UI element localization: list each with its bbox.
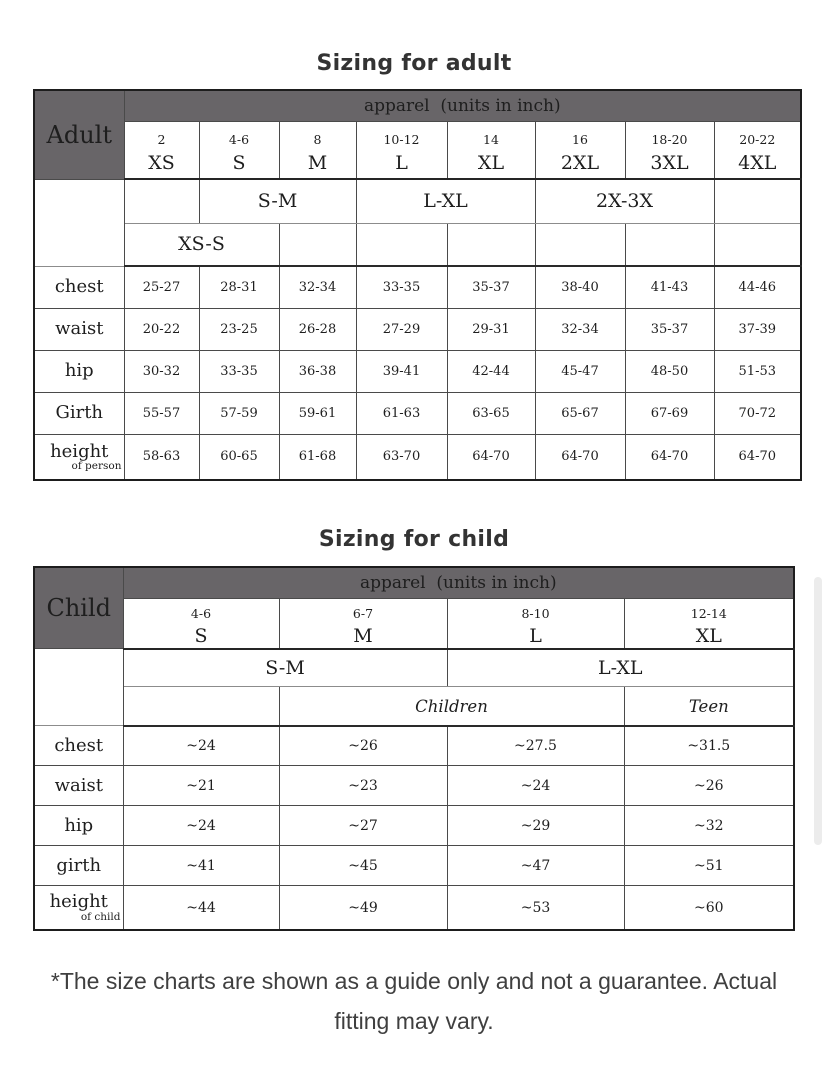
- adult-section-title: Sizing for adult: [316, 51, 512, 76]
- size-number: 18-20: [651, 132, 688, 148]
- table-row: [34, 846, 794, 886]
- measurement-name: height: [49, 891, 108, 913]
- size-number: 8: [313, 132, 322, 148]
- category-label: Teen: [624, 687, 794, 726]
- table-row: [34, 121, 801, 179]
- measurement-value: 33-35: [199, 350, 279, 392]
- measurement-row-label: [34, 266, 124, 308]
- table-row: [34, 434, 801, 480]
- size-letter: XL: [695, 625, 722, 647]
- measurement-value: 64-70: [535, 434, 625, 480]
- measurement-name: hip: [64, 360, 94, 382]
- measurement-value: 33-35: [356, 266, 447, 308]
- measurement-value: 45-47: [535, 350, 625, 392]
- size-column-header: [535, 121, 625, 179]
- size-letter: M: [307, 151, 328, 174]
- size-number: 10-12: [383, 132, 420, 148]
- measurement-value: 63-70: [356, 434, 447, 480]
- measurement-row-label: [34, 308, 124, 350]
- size-letter: XS: [148, 151, 175, 174]
- disclaimer-text: *The size charts are shown as a guide only and not a guarantee. Actual fitting may vary.: [50, 967, 778, 1034]
- measurement-value: 28-31: [199, 266, 279, 308]
- blank-corner-cell: [34, 179, 124, 266]
- measurement-value: ~27.5: [447, 726, 624, 766]
- size-number: 12-14: [690, 605, 727, 621]
- apparel-units-header: apparel (units in inch): [124, 90, 801, 121]
- size-letter: 3XL: [650, 151, 689, 174]
- measurement-name: chest: [54, 276, 104, 298]
- size-range-group: [625, 223, 714, 266]
- size-letter: L: [529, 625, 542, 647]
- measurement-value: ~29: [447, 806, 624, 846]
- measurement-value: 42-44: [447, 350, 535, 392]
- size-letter: XL: [477, 151, 505, 174]
- size-range-group: S-M: [123, 649, 447, 687]
- child-sizing-table: [33, 566, 795, 931]
- measurement-name: hip: [64, 814, 94, 836]
- measurement-value: 41-43: [625, 266, 714, 308]
- measurement-value: 59-61: [279, 392, 356, 434]
- size-number: 4-6: [228, 132, 250, 148]
- measurement-value: 57-59: [199, 392, 279, 434]
- measurement-value: ~24: [123, 806, 279, 846]
- size-column-header: [124, 121, 199, 179]
- measurement-value: 30-32: [124, 350, 199, 392]
- size-column-header: [199, 121, 279, 179]
- size-range-group: [714, 223, 801, 266]
- category-label: Children: [279, 687, 624, 726]
- measurement-value: ~23: [279, 766, 447, 806]
- measurement-value: 29-31: [447, 308, 535, 350]
- size-column-header: [279, 121, 356, 179]
- measurement-value: 64-70: [714, 434, 801, 480]
- measurement-value: 64-70: [625, 434, 714, 480]
- table-row: [34, 350, 801, 392]
- measurement-value: 63-65: [447, 392, 535, 434]
- table-corner-label: Adult: [34, 90, 124, 179]
- size-column-header: [714, 121, 801, 179]
- size-column-header: [279, 598, 447, 649]
- measurement-name: waist: [55, 318, 104, 340]
- measurement-row-label: [34, 766, 123, 806]
- size-letter: M: [353, 625, 373, 647]
- table-row: [34, 223, 801, 266]
- measurement-value: ~32: [624, 806, 794, 846]
- measurement-row-label: [34, 806, 123, 846]
- measurement-value: ~24: [447, 766, 624, 806]
- measurement-row-label: [34, 434, 124, 480]
- measurement-value: 35-37: [447, 266, 535, 308]
- measurement-value: 32-34: [279, 266, 356, 308]
- table-row: [34, 308, 801, 350]
- size-number: 4-6: [190, 605, 212, 621]
- measurement-value: 51-53: [714, 350, 801, 392]
- size-range-group: [356, 223, 447, 266]
- size-range-group: [279, 223, 356, 266]
- size-letter: S: [194, 625, 208, 647]
- measurement-value: ~21: [123, 766, 279, 806]
- size-letter: 4XL: [738, 151, 777, 174]
- measurement-row-label: [34, 846, 123, 886]
- measurement-value: 26-28: [279, 308, 356, 350]
- child-section-title: Sizing for child: [318, 527, 510, 552]
- measurement-value: 23-25: [199, 308, 279, 350]
- measurement-value: ~49: [279, 886, 447, 930]
- size-column-header: [624, 598, 794, 649]
- size-letter: 2XL: [560, 151, 600, 174]
- measurement-value: 37-39: [714, 308, 801, 350]
- table-row: [34, 392, 801, 434]
- size-column-header: [625, 121, 714, 179]
- measurement-name: chest: [54, 734, 104, 756]
- size-column-header: [447, 598, 624, 649]
- measurement-value: 39-41: [356, 350, 447, 392]
- size-letter: S: [232, 151, 246, 174]
- measurement-value: 70-72: [714, 392, 801, 434]
- measurement-value: 38-40: [535, 266, 625, 308]
- size-number: 8-10: [521, 605, 550, 621]
- measurement-value: 58-63: [124, 434, 199, 480]
- table-row: [34, 766, 794, 806]
- measurement-value: ~26: [624, 766, 794, 806]
- size-range-group: S-M: [199, 179, 356, 223]
- measurement-value: 60-65: [199, 434, 279, 480]
- adult-sizing-table: [33, 89, 802, 481]
- measurement-value: 67-69: [625, 392, 714, 434]
- size-letter: L: [395, 151, 408, 174]
- measurement-row-label: [34, 350, 124, 392]
- size-number: 20-22: [739, 132, 776, 148]
- measurement-value: ~60: [624, 886, 794, 930]
- measurement-row-label: [34, 392, 124, 434]
- measurement-value: 55-57: [124, 392, 199, 434]
- size-column-header: [356, 121, 447, 179]
- measurement-value: 32-34: [535, 308, 625, 350]
- measurement-name: Girth: [55, 402, 104, 424]
- measurement-value: 61-68: [279, 434, 356, 480]
- measurement-value: ~53: [447, 886, 624, 930]
- measurement-value: ~27: [279, 806, 447, 846]
- size-range-group: L-XL: [356, 179, 535, 223]
- measurement-value: 48-50: [625, 350, 714, 392]
- measurement-name: girth: [56, 854, 102, 876]
- measurement-value: ~24: [123, 726, 279, 766]
- size-number: 6-7: [352, 605, 374, 621]
- measurement-sublabel: of person: [71, 460, 122, 473]
- measurement-value: ~45: [279, 846, 447, 886]
- measurement-value: ~41: [123, 846, 279, 886]
- size-range-group: XS-S: [124, 223, 279, 266]
- measurement-value: ~51: [624, 846, 794, 886]
- table-row: [34, 598, 794, 649]
- measurement-value: ~26: [279, 726, 447, 766]
- measurement-sublabel: of child: [80, 911, 121, 924]
- table-row: [34, 687, 794, 726]
- size-range-group: [123, 687, 279, 726]
- size-range-group: [535, 223, 625, 266]
- size-range-group: [714, 179, 801, 223]
- table-row: [34, 266, 801, 308]
- measurement-name: height: [50, 440, 109, 462]
- measurement-name: waist: [54, 774, 103, 796]
- size-range-group: 2X-3X: [535, 179, 714, 223]
- table-row: [34, 179, 801, 223]
- measurement-value: ~47: [447, 846, 624, 886]
- table-row: [34, 886, 794, 930]
- measurement-row-label: [34, 886, 123, 930]
- size-number: 14: [483, 132, 499, 148]
- measurement-value: 27-29: [356, 308, 447, 350]
- measurement-row-label: [34, 726, 123, 766]
- size-column-header: [447, 121, 535, 179]
- table-row: [34, 90, 801, 121]
- size-number: 16: [572, 132, 588, 148]
- table-row: [34, 567, 794, 598]
- measurement-value: ~44: [123, 886, 279, 930]
- measurement-value: 61-63: [356, 392, 447, 434]
- measurement-value: 25-27: [124, 266, 199, 308]
- size-range-group: [124, 179, 199, 223]
- scrollbar-thumb[interactable]: [814, 577, 822, 845]
- measurement-value: 44-46: [714, 266, 801, 308]
- measurement-value: 65-67: [535, 392, 625, 434]
- measurement-value: 64-70: [447, 434, 535, 480]
- measurement-value: ~31.5: [624, 726, 794, 766]
- table-corner-label: Child: [34, 567, 123, 649]
- measurement-value: 20-22: [124, 308, 199, 350]
- table-row: [34, 726, 794, 766]
- size-number: 2: [157, 132, 166, 148]
- apparel-units-header: apparel (units in inch): [123, 567, 794, 598]
- size-range-group: [447, 223, 535, 266]
- size-range-group: L-XL: [447, 649, 794, 687]
- blank-corner-cell: [34, 649, 123, 726]
- size-column-header: [123, 598, 279, 649]
- table-row: [34, 649, 794, 687]
- table-row: [34, 806, 794, 846]
- measurement-value: 36-38: [279, 350, 356, 392]
- measurement-value: 35-37: [625, 308, 714, 350]
